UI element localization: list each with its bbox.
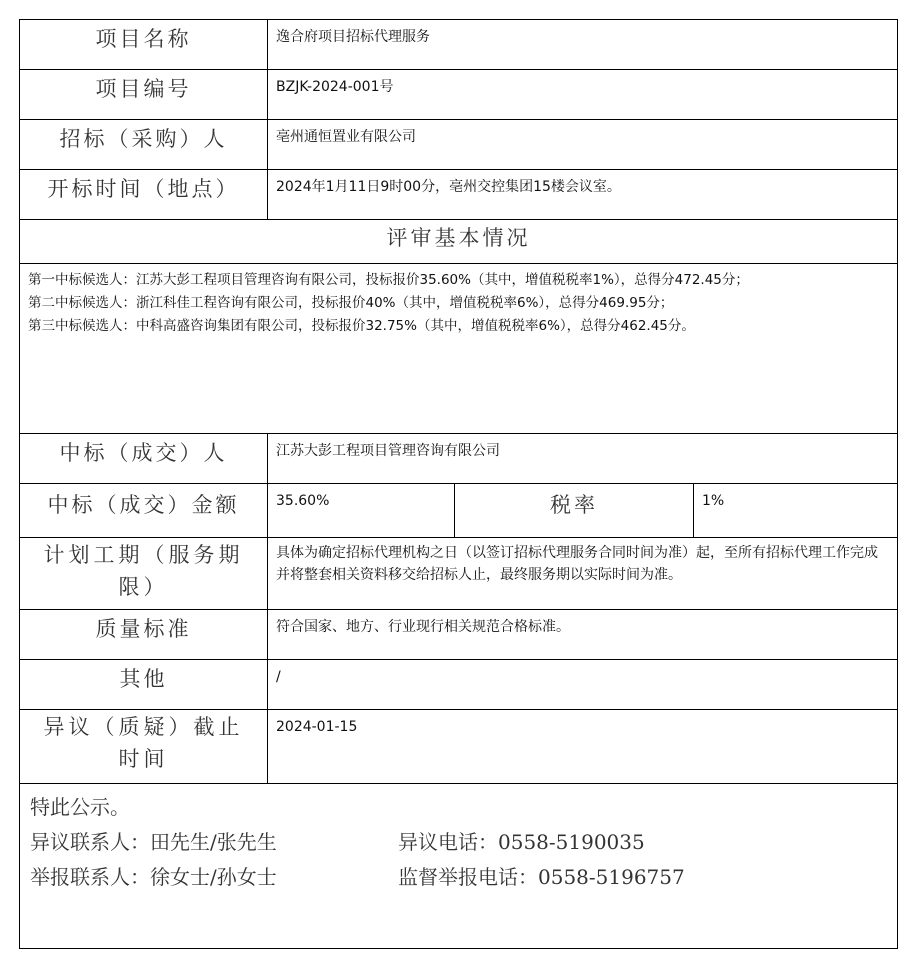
period-label: 计划工期（服务期限） — [20, 538, 268, 609]
report-contact-line — [30, 860, 685, 895]
objection-contact-line — [30, 825, 685, 860]
announcement-table — [19, 19, 898, 949]
purchaser-value: 亳州通恒置业有限公司 — [276, 129, 416, 145]
objection-value: 2024-01-15 — [276, 719, 358, 735]
report-contact: 举报联系人：徐女士/孙女士 — [30, 865, 277, 889]
quality-label: 质量标准 — [20, 610, 268, 659]
review-title: 评审基本情况 — [386, 226, 531, 250]
amount-value: 35.60% — [268, 484, 455, 537]
open-time-value: 2024年1月11日9时00分，亳州交控集团15楼会议室。 — [276, 179, 621, 195]
row-project-no — [20, 70, 897, 120]
other-value: / — [276, 669, 281, 685]
period-value: 具体为确定招标代理机构之日（以签订招标代理服务合同时间为准）起，至所有招标代理工作完成并将整套相关资料移交给招标人止，最终服务期以实际时间为准。 — [276, 545, 878, 583]
candidate-2: 第二中标候选人：浙江科佳工程咨询有限公司，投标报价40%（其中，增值税税率6%），总得分469.95分； — [28, 295, 674, 311]
row-amount — [20, 484, 897, 538]
amount-label: 中标（成交）金额 — [20, 484, 268, 537]
report-phone: 监督举报电话：0558-5196757 — [398, 865, 685, 889]
row-other — [20, 660, 897, 710]
objection-label: 异议（质疑）截止时间 — [20, 710, 268, 783]
project-name-value: 逸合府项目招标代理服务 — [276, 29, 430, 45]
row-open-time — [20, 170, 897, 220]
candidate-1: 第一中标候选人：江苏大彭工程项目管理咨询有限公司，投标报价35.60%（其中，增值税税率1%），总得分472.45分； — [28, 272, 749, 288]
objection-phone: 异议电话：0558-5190035 — [398, 830, 645, 854]
notice-title: 特此公示。 — [30, 795, 130, 819]
candidate-list — [20, 264, 897, 343]
row-purchaser — [20, 120, 897, 170]
row-winner — [20, 434, 897, 484]
winner-label: 中标（成交）人 — [20, 434, 268, 483]
objection-contact: 异议联系人：田先生/张先生 — [30, 830, 277, 854]
row-period — [20, 538, 897, 610]
row-review-title — [20, 220, 897, 264]
quality-value: 符合国家、地方、行业现行相关规范合格标准。 — [276, 619, 570, 635]
row-project-name — [20, 20, 897, 70]
tax-label: 税率 — [455, 484, 694, 537]
other-label: 其他 — [20, 660, 268, 709]
project-no-label: 项目编号 — [20, 70, 268, 119]
row-objection — [20, 710, 897, 784]
candidate-3: 第三中标候选人：中科高盛咨询集团有限公司，投标报价32.75%（其中，增值税税率6%），总得分462.45分。 — [28, 318, 695, 334]
winner-value: 江苏大彭工程项目管理咨询有限公司 — [276, 443, 500, 459]
tax-value: 1% — [702, 493, 725, 509]
purchaser-label: 招标（采购）人 — [20, 120, 268, 169]
project-no-value: BZJK-2024-001号 — [276, 79, 394, 95]
row-quality — [20, 610, 897, 660]
open-time-label: 开标时间（地点） — [20, 170, 268, 219]
row-candidates — [20, 264, 897, 434]
project-name-label: 项目名称 — [20, 20, 268, 69]
notice-block — [30, 790, 685, 895]
